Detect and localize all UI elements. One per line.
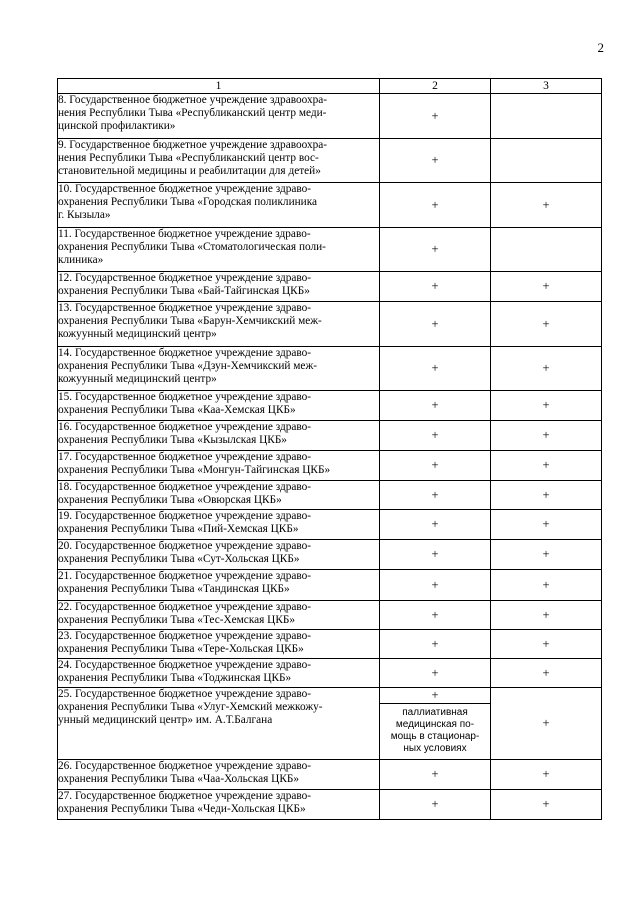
- column-3-mark-cell: +: [491, 421, 602, 451]
- column-2-mark-cell: +: [380, 302, 491, 347]
- column-2-split-cell: [380, 688, 491, 760]
- institution-name-cell: 17. Государственное бюджетное учреждение здраво- охранения Республики Тыва «Монгун-Тайгинская ЦКБ»: [58, 451, 380, 481]
- column-2-mark-cell: +: [380, 790, 491, 820]
- column-3-mark-cell: +: [491, 272, 602, 302]
- column-2-mark-cell: +: [380, 139, 491, 183]
- column-header-1: 1: [58, 79, 380, 94]
- column-3-mark-cell: +: [491, 790, 602, 820]
- table-row: [58, 510, 602, 540]
- institution-name-cell: 21. Государственное бюджетное учреждение здраво- охранения Республики Тыва «Тандинская ЦКБ»: [58, 570, 380, 601]
- column-3-mark-cell: +: [491, 760, 602, 790]
- column-2-mark-cell: +: [380, 659, 491, 688]
- column-2-mark-cell: +: [380, 630, 491, 659]
- table-row: [58, 601, 602, 630]
- institution-name-cell: 23. Государственное бюджетное учреждение здраво- охранения Республики Тыва «Тере-Хольская ЦКБ»: [58, 630, 380, 659]
- institution-name-cell: 9. Государственное бюджетное учреждение здравоохра- нения Республики Тыва «Республиканский центр вос- становительной медицины и реабилитации для детей»: [58, 139, 380, 183]
- table-row: [58, 347, 602, 391]
- column-3-mark-cell: +: [491, 451, 602, 481]
- table-row: [58, 659, 602, 688]
- institution-name-cell: 27. Государственное бюджетное учреждение здраво- охранения Республики Тыва «Чеди-Хольская ЦКБ»: [58, 790, 380, 820]
- table-row: [58, 94, 602, 139]
- column-2-mark-cell: +: [380, 510, 491, 540]
- institution-name-cell: 14. Государственное бюджетное учреждение здраво- охранения Республики Тыва «Дзун-Хемчикский меж- кожуунный медицинский центр»: [58, 347, 380, 391]
- column-3-mark-cell: +: [491, 630, 602, 659]
- institution-name-cell: 26. Государственное бюджетное учреждение здраво- охранения Республики Тыва «Чаа-Хольская ЦКБ»: [58, 760, 380, 790]
- institution-name-cell: 15. Государственное бюджетное учреждение здраво- охранения Республики Тыва «Каа-Хемская ЦКБ»: [58, 391, 380, 421]
- table-row: [58, 540, 602, 570]
- column-3-mark-cell: +: [491, 570, 602, 601]
- column-3-mark-cell: +: [491, 659, 602, 688]
- column-2-mark-cell: +: [380, 570, 491, 601]
- institution-name-cell: 12. Государственное бюджетное учреждение здраво- охранения Республики Тыва «Бай-Тайгинская ЦКБ»: [58, 272, 380, 302]
- table-row: [58, 688, 602, 760]
- table-row: [58, 421, 602, 451]
- institution-name-cell: 8. Государственное бюджетное учреждение здравоохра- нения Республики Тыва «Республиканский центр меди- цинской профилактики»: [58, 94, 380, 139]
- column-2-mark-cell: +: [380, 228, 491, 272]
- institution-name-cell: 10. Государственное бюджетное учреждение здраво- охранения Республики Тыва «Городская поликлиника г. Кызыла»: [58, 183, 380, 228]
- table-body: [58, 94, 602, 820]
- table-row: [58, 481, 602, 510]
- column-3-mark-cell: [491, 94, 602, 139]
- institution-name-cell: 25. Государственное бюджетное учреждение здраво- охранения Республики Тыва «Улуг-Хемский межкожу- унный медицинский центр» им. А.Т.Балгана: [58, 688, 380, 760]
- column-2-mark-cell: +: [380, 347, 491, 391]
- institution-name-cell: 16. Государственное бюджетное учреждение здраво- охранения Республики Тыва «Кызылская ЦКБ»: [58, 421, 380, 451]
- table-row: [58, 391, 602, 421]
- column-3-mark-cell: +: [491, 391, 602, 421]
- column-3-mark-cell: +: [491, 540, 602, 570]
- institution-name-cell: 22. Государственное бюджетное учреждение здраво- охранения Республики Тыва «Тес-Хемская ЦКБ»: [58, 601, 380, 630]
- column-3-mark-cell: +: [491, 688, 602, 760]
- page-number: 2: [597, 40, 604, 55]
- palliative-care-note: паллиативная медицинская по- мощь в стационар- ных условиях: [390, 707, 480, 754]
- table-row: [58, 139, 602, 183]
- column-3-mark-cell: [491, 139, 602, 183]
- institution-name-cell: 18. Государственное бюджетное учреждение здраво- охранения Республики Тыва «Овюрская ЦКБ»: [58, 481, 380, 510]
- column-3-mark-cell: +: [491, 183, 602, 228]
- table-row: [58, 790, 602, 820]
- column-2-mark-cell: +: [380, 451, 491, 481]
- column-3-mark-cell: +: [491, 601, 602, 630]
- column-2-mark-cell: +: [380, 601, 491, 630]
- table-row: [58, 570, 602, 601]
- institutions-table: [57, 78, 602, 820]
- column-3-mark-cell: +: [491, 481, 602, 510]
- institution-name-cell: 24. Государственное бюджетное учреждение здраво- охранения Республики Тыва «Тоджинская ЦКБ»: [58, 659, 380, 688]
- table-row: [58, 183, 602, 228]
- column-3-mark-cell: [491, 228, 602, 272]
- table-row: [58, 760, 602, 790]
- column-3-mark-cell: +: [491, 510, 602, 540]
- column-2-mark-cell: +: [380, 272, 491, 302]
- institution-name-cell: 19. Государственное бюджетное учреждение здраво- охранения Республики Тыва «Пий-Хемская ЦКБ»: [58, 510, 380, 540]
- plus-mark: +: [380, 688, 490, 704]
- table-row: [58, 302, 602, 347]
- column-2-mark-cell: +: [380, 760, 491, 790]
- institution-name-cell: 13. Государственное бюджетное учреждение здраво- охранения Республики Тыва «Барун-Хемчикский меж- кожуунный медицинский центр»: [58, 302, 380, 347]
- table-header-row: [58, 79, 602, 94]
- column-2-mark-cell: +: [380, 183, 491, 228]
- column-2-mark-cell: +: [380, 391, 491, 421]
- table-row: [58, 228, 602, 272]
- table-row: [58, 451, 602, 481]
- institution-name-cell: 20. Государственное бюджетное учреждение здраво- охранения Республики Тыва «Сут-Хольская ЦКБ»: [58, 540, 380, 570]
- column-2-mark-cell: +: [380, 540, 491, 570]
- column-header-2: 2: [380, 79, 491, 94]
- column-2-mark-cell: +: [380, 94, 491, 139]
- column-3-mark-cell: +: [491, 302, 602, 347]
- column-2-mark-cell: +: [380, 421, 491, 451]
- column-header-3: 3: [491, 79, 602, 94]
- institution-name-cell: 11. Государственное бюджетное учреждение здраво- охранения Республики Тыва «Стоматологическая поли- клиника»: [58, 228, 380, 272]
- table-row: [58, 272, 602, 302]
- column-3-mark-cell: +: [491, 347, 602, 391]
- column-2-mark-cell: +: [380, 481, 491, 510]
- table-row: [58, 630, 602, 659]
